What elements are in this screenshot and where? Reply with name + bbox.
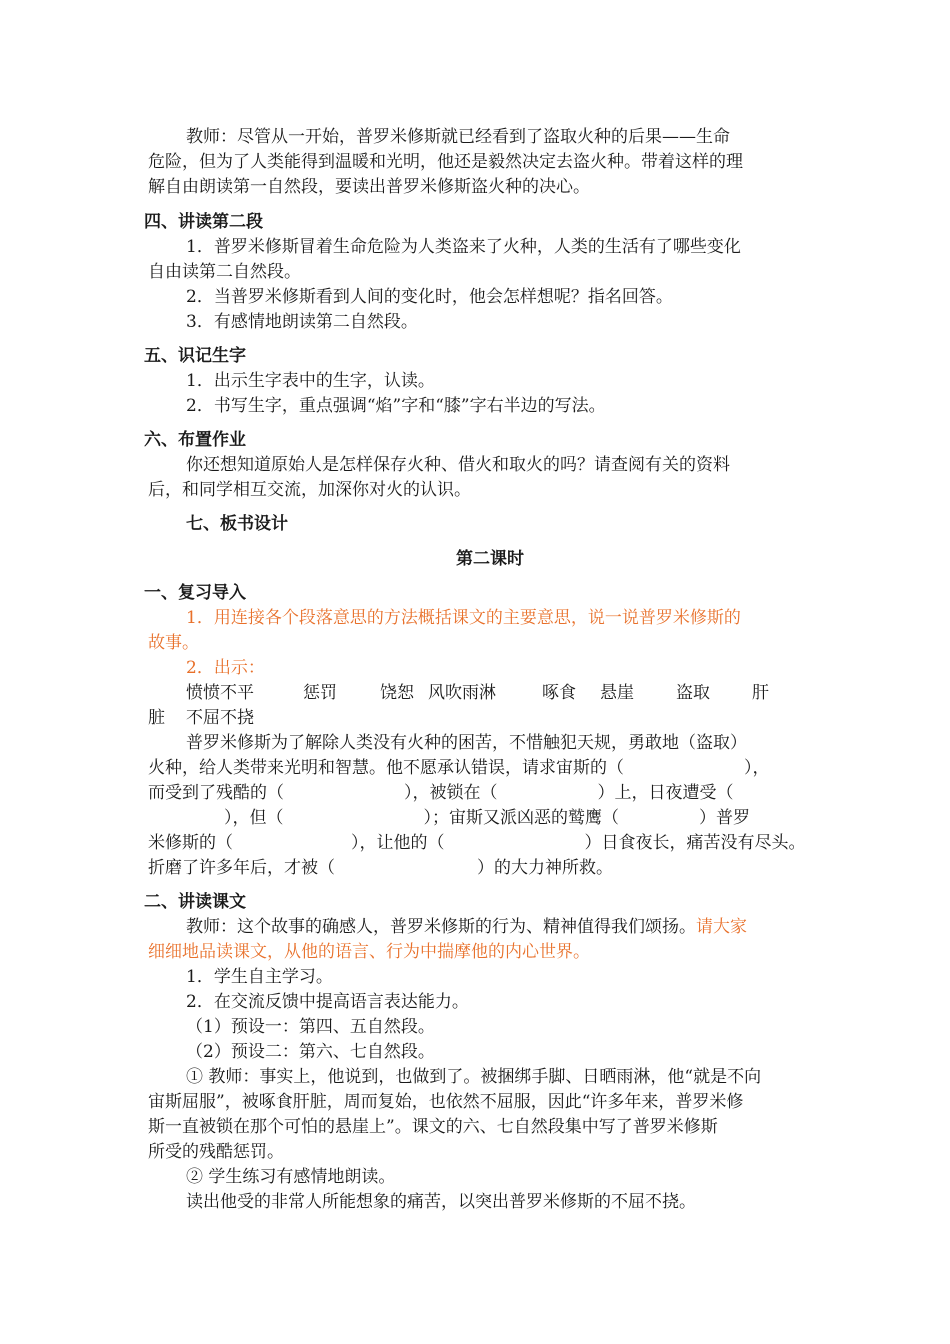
word-item: 风吹雨淋	[428, 683, 496, 703]
section-heading: 六、布置作业	[144, 430, 246, 450]
text-segment: ），被锁在（	[404, 783, 498, 803]
sub-list-item: （2）预设二：第六、七自然段。	[186, 1042, 435, 1062]
highlighted-text: 细细地品读课文，从他的语言、行为中揣摩他的内心世界。	[148, 942, 590, 962]
text-segment: ）日食夜长，痛苦没有尽头。	[584, 833, 806, 853]
highlighted-list-item-continued: 故事。	[148, 633, 199, 653]
section-heading: 四、讲读第二段	[144, 212, 263, 232]
paragraph-line: 后，和同学相互交流，加深你对火的认识。	[148, 480, 471, 500]
text-segment: ）普罗	[699, 808, 750, 828]
paragraph-line	[186, 916, 747, 938]
highlighted-list-item: 2．出示：	[186, 658, 265, 678]
highlighted-list-item: 1．用连接各个段落意思的方法概括课文的主要意思，说一说普罗米修斯的	[186, 608, 741, 628]
paragraph-line: 读出他受的非常人所能想象的痛苦，以突出普罗米修斯的不屈不挠。	[186, 1192, 696, 1212]
sub-list-item: （1）预设一：第四、五自然段。	[186, 1017, 435, 1037]
text-segment: 教师：这个故事的确感人，普罗米修斯的行为、精神值得我们颂扬。	[186, 917, 696, 937]
paragraph-line: 你还想知道原始人是怎样保存火种、借火和取火的吗？请查阅有关的资料	[186, 455, 730, 475]
highlighted-text: 请大家	[696, 917, 747, 937]
paragraph-line: ② 学生练习有感情地朗读。	[186, 1167, 396, 1187]
fill-blank-line	[148, 832, 806, 854]
text-segment: ）的大力神所救。	[477, 858, 613, 878]
list-item: 2．在交流反馈中提高语言表达能力。	[186, 992, 469, 1012]
fill-blank-line	[148, 782, 754, 804]
word-item: 盗取	[676, 683, 710, 703]
word-item: 愤愤不平	[186, 683, 254, 703]
section-heading: 五、识记生字	[144, 346, 246, 366]
list-item: 2．书写生字，重点强调“焰”字和“膝”字右半边的写法。	[186, 396, 606, 416]
fill-blank-line	[148, 857, 613, 879]
list-item: 1．出示生字表中的生字，认读。	[186, 371, 435, 391]
paragraph-line: 解自由朗读第一自然段，要读出普罗米修斯盗火种的决心。	[148, 177, 590, 197]
paragraph-line: 宙斯屈服”，被啄食肝脏，周而复始，也依然不屈服，因此“许多年来，普罗米修	[148, 1092, 744, 1112]
fill-blank-line	[148, 807, 750, 829]
section-heading: 七、板书设计	[186, 514, 288, 534]
word-item: 饶恕	[380, 683, 414, 703]
section-heading: 一、复习导入	[144, 583, 246, 603]
page-title: 第二课时	[456, 549, 524, 569]
list-item: 2．当普罗米修斯看到人间的变化时，他会怎样想呢？指名回答。	[186, 287, 673, 307]
list-item-continued: 自由读第二自然段。	[148, 262, 301, 282]
section-heading: 二、讲读课文	[144, 892, 246, 912]
text-segment: 而受到了残酷的（	[148, 783, 284, 803]
word-item: 肝	[752, 683, 769, 703]
word-item: 悬崖	[600, 683, 634, 703]
list-item: 3．有感情地朗读第二自然段。	[186, 312, 418, 332]
fill-blank-line: 普罗米修斯为了解除人类没有火种的困苦，不惜触犯天规，勇敢地（盗取）	[186, 733, 747, 753]
text-segment: 折磨了许多年后，才被（	[148, 858, 335, 878]
word-item: 脏	[148, 708, 165, 728]
paragraph-line: 所受的残酷惩罚。	[148, 1142, 284, 1162]
paragraph-line: 斯一直被锁在那个可怕的悬崖上”。课文的六、七自然段集中写了普罗米修斯	[148, 1117, 718, 1137]
text-segment: ），	[744, 758, 770, 778]
text-segment: ）；宙斯又派凶恶的鹫鹰（	[423, 808, 619, 828]
paragraph-line: 危险，但为了人类能得到温暖和光明，他还是毅然决定去盗火种。带着这样的理	[148, 152, 743, 172]
paragraph-line: 教师：尽管从一开始，普罗米修斯就已经看到了盗取火种的后果——生命	[186, 127, 730, 147]
text-segment: 火种，给人类带来光明和智慧。他不愿承认错误，请求宙斯的（	[148, 758, 624, 778]
text-segment: ），让他的（	[351, 833, 445, 853]
text-segment: ）上，日夜遭受（	[597, 783, 734, 803]
fill-blank-line	[148, 757, 770, 779]
text-segment: ），但（	[224, 808, 284, 828]
text-segment: 米修斯的（	[148, 833, 233, 853]
list-item: 1．普罗米修斯冒着生命危险为人类盗来了火种，人类的生活有了哪些变化	[186, 237, 741, 257]
paragraph-line: ① 教师：事实上，他说到，也做到了。被捆绑手脚、日晒雨淋，他“就是不向	[186, 1067, 762, 1087]
list-item: 1．学生自主学习。	[186, 967, 333, 987]
word-item: 惩罚	[303, 683, 337, 703]
word-item: 啄食	[542, 683, 576, 703]
word-item: 不屈不挠	[186, 708, 254, 728]
